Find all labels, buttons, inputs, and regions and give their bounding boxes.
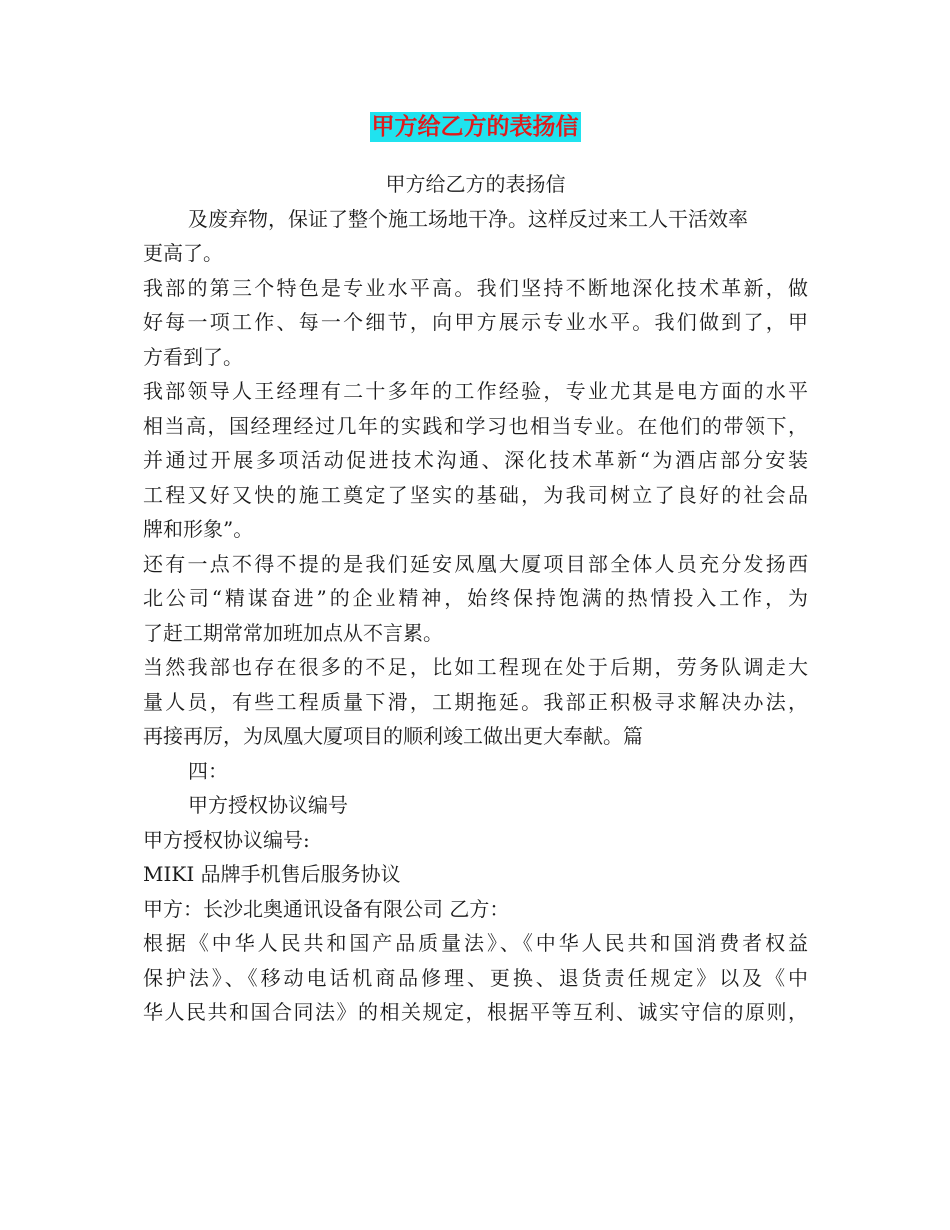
title-container xyxy=(0,112,950,142)
text-line: 华人民共和国合同法》的相关规定，根据平等互利、诚实守信的原则， xyxy=(143,1000,808,1024)
text-line: 甲方授权协议编号 xyxy=(188,793,348,817)
text-line: 量人员，有些工程质量下滑，工期拖延。我部正积极寻求解决办法， xyxy=(143,689,808,714)
text-line: 甲方给乙方的表扬信 xyxy=(385,172,566,196)
text-line: 甲方：长沙北奥通讯设备有限公司 乙方： xyxy=(143,896,510,921)
text-line: 并通过开展多项活动促进技术沟通、深化技术革新“为酒店部分安装 xyxy=(143,448,808,472)
text-line: 根据《中华人民共和国产品质量法》、《中华人民共和国消费者权益 xyxy=(143,931,808,955)
text-line: MIKI 品牌手机售后服务协议 xyxy=(143,862,401,886)
text-line: 工程又好又快的施工奠定了坚实的基础，为我司树立了良好的社会品 xyxy=(143,482,808,507)
text-line: 我部的第三个特色是专业水平高。我们坚持不断地深化技术革新，做 xyxy=(143,275,808,300)
text-line: 当然我部也存在很多的不足，比如工程现在处于后期，劳务队调走大 xyxy=(143,655,808,679)
text-line: 保护法》、《移动电话机商品修理、更换、退货责任规定》以及《中 xyxy=(143,965,808,990)
text-line: 还有一点不得不提的是我们延安凤凰大厦项目部全体人员充分发扬西 xyxy=(143,551,808,576)
text-line: 更高了。 xyxy=(143,241,223,265)
text-line: 好每一项工作、每一个细节，向甲方展示专业水平。我们做到了，甲 xyxy=(143,310,808,334)
document-title: 甲方给乙方的表扬信 xyxy=(371,114,579,140)
text-line: 北公司“精谋奋进”的企业精神，始终保持饱满的热情投入工作，为 xyxy=(143,586,808,610)
text-line: 了赶工期常常加班加点从不言累。 xyxy=(143,620,443,645)
text-line: 相当高，国经理经过几年的实践和学习也相当专业。在他们的带领下， xyxy=(143,413,808,438)
text-line: 及废弃物，保证了整个施工场地干净。这样反过来工人干活效率 xyxy=(188,206,748,231)
text-line: 再接再厉，为凤凰大厦项目的顺利竣工做出更大奉献。篇 xyxy=(143,724,643,748)
text-line: 牌和形象”。 xyxy=(143,517,254,541)
document-body xyxy=(143,167,808,1030)
text-line: 我部领导人王经理有二十多年的工作经验，专业尤其是电方面的水平 xyxy=(143,379,808,403)
text-line: 甲方授权协议编号: xyxy=(143,827,310,852)
text-line: 方看到了。 xyxy=(143,344,243,369)
text-line: 四： xyxy=(188,758,228,783)
